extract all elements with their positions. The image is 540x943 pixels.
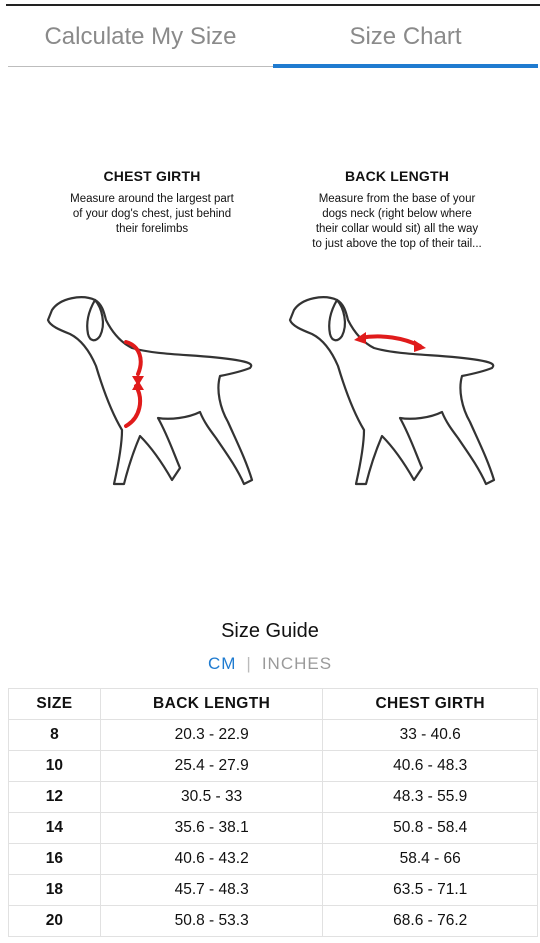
size-guide-title: Size Guide: [221, 620, 319, 642]
size-cell: 14: [9, 813, 101, 844]
table-row: [9, 813, 538, 844]
back-length-cell: 25.4 - 27.9: [100, 751, 323, 782]
table-row: [9, 906, 538, 937]
back-length-cell: 50.8 - 53.3: [100, 906, 323, 937]
table-row: [9, 782, 538, 813]
back-length-cell: 30.5 - 33: [100, 782, 323, 813]
size-cell: 16: [9, 844, 101, 875]
header-back-length: BACK LENGTH: [100, 689, 323, 720]
chest-girth-cell: 63.5 - 71.1: [323, 875, 538, 906]
size-cell: 8: [9, 720, 101, 751]
back-length-cell: 40.6 - 43.2: [100, 844, 323, 875]
back-length-panel: [272, 160, 522, 252]
unit-inches-option[interactable]: INCHES: [261, 654, 333, 673]
dog-chest-girth-illustration: [40, 290, 270, 490]
size-cell: 12: [9, 782, 101, 813]
size-cell: 10: [9, 751, 101, 782]
chest-girth-cell: 48.3 - 55.9: [323, 782, 538, 813]
chest-girth-cell: 50.8 - 58.4: [323, 813, 538, 844]
table-header-row: [9, 689, 538, 720]
table-row: [9, 844, 538, 875]
tab-underline: [8, 66, 273, 67]
back-length-cell: 20.3 - 22.9: [100, 720, 323, 751]
back-length-description: Measure from the base of your dogs neck (right below where their collar would sit) all the way to just above the top of their tail...: [312, 193, 482, 250]
table-row: [9, 720, 538, 751]
tab-calculate-my-size[interactable]: Calculate My Size: [44, 23, 237, 50]
chest-girth-description: Measure around the largest part of your dog's chest, just behind their forelimbs: [70, 193, 234, 235]
dog-back-length-illustration: [282, 290, 512, 490]
tab-bar: [8, 6, 538, 68]
size-table: [8, 688, 538, 937]
header-size: SIZE: [9, 689, 101, 720]
size-cell: 18: [9, 875, 101, 906]
back-length-title: BACK LENGTH: [344, 168, 450, 184]
back-length-cell: 35.6 - 38.1: [100, 813, 323, 844]
unit-separator: |: [246, 654, 252, 673]
tab-size-chart[interactable]: Size Chart: [349, 23, 462, 50]
chest-girth-cell: 68.6 - 76.2: [323, 906, 538, 937]
unit-cm-option[interactable]: CM: [207, 654, 237, 673]
back-length-cell: 45.7 - 48.3: [100, 875, 323, 906]
size-cell: 20: [9, 906, 101, 937]
header-chest-girth: CHEST GIRTH: [323, 689, 538, 720]
active-tab-indicator: [273, 64, 538, 68]
chest-girth-cell: 58.4 - 66: [323, 844, 538, 875]
unit-toggle: [0, 654, 540, 674]
chest-girth-cell: 40.6 - 48.3: [323, 751, 538, 782]
table-row: [9, 875, 538, 906]
table-row: [9, 751, 538, 782]
chest-girth-cell: 33 - 40.6: [323, 720, 538, 751]
chest-girth-panel: [27, 160, 277, 237]
chest-girth-title: CHEST GIRTH: [103, 168, 201, 184]
